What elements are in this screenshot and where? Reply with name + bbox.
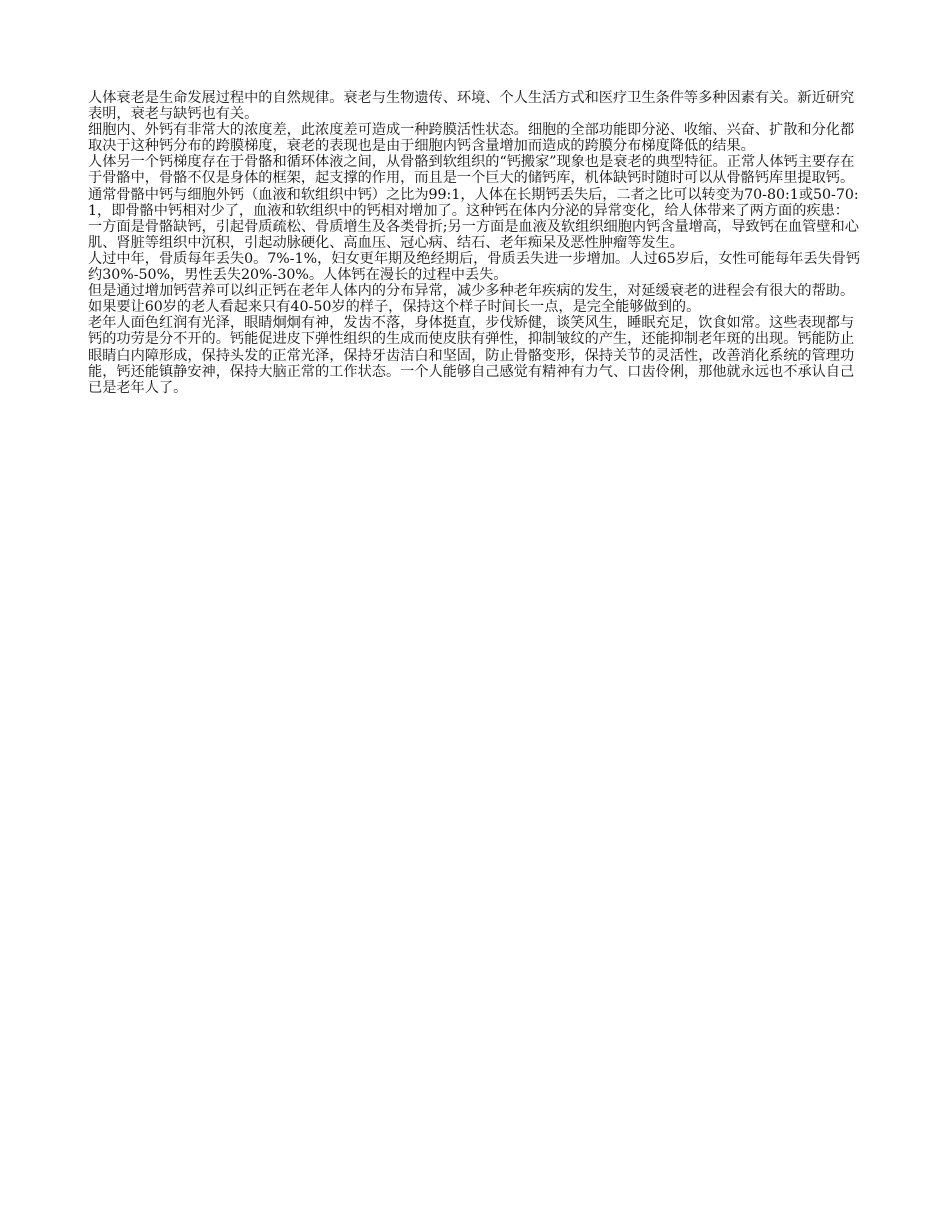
paragraph-calcium-benefits: 老年人面色红润有光泽，眼睛炯炯有神，发齿不落，身体挺直，步伐矫健，谈笑风生，睡眠充足，饮食如常。这些表现都与钙的功劳是分不开的。钙能促进皮下弹性组织的生成而使皮肤有弹性，抑制皱纹的产生，还能抑制老年斑的出现。钙能防止眼睛白内障形成，保持头发的正常光泽，保持牙齿洁白和坚固，防止骨骼变形，保持关节的灵活性，改善消化系统的管理功能，钙还能镇静安神，保持大脑正常的工作状态。一个人能够自己感觉有精神有力气、口齿伶俐，那他就永远也不承认自己已是老年人了。 bbox=[88, 315, 855, 396]
paragraph-aging-intro: 人体衰老是生命发展过程中的自然规律。衰老与生物遗传、环境、个人生活方式和医疗卫生条件等多种因素有关。新近研究表明，衰老与缺钙也有关。 bbox=[88, 90, 855, 123]
paragraph-cell-calcium-gradient: 细胞内、外钙有非常大的浓度差，此浓度差可造成一种跨膜活性状态。细胞的全部功能即分泌、收缩、兴奋、扩散和分化都取决于这种钙分布的跨膜梯度，衰老的表现也是由于细胞内钙含量增加而造成的跨膜分布梯度降低的结果。 bbox=[88, 122, 855, 155]
paragraph-bone-loss-rates: 人过中年，骨质每年丢失0。7%-1%，妇女更年期及绝经期后，骨质丢失进一步增加。人过65岁后，女性可能每年丢失骨钙约30%-50%，男性丢失20%-30%。人体钙在漫长的过程中丢失。 bbox=[88, 250, 861, 284]
document-body bbox=[88, 90, 862, 396]
paragraph-bone-calcium-migration: 人体另一个钙梯度存在于骨骼和循环体液之间，从骨骼到软组织的“钙搬家”现象也是衰老的典型特征。正常人体钙主要存在于骨骼中，骨骼不仅是身体的框架，起支撑的作用，而且是一个巨大的储钙库，机体缺钙时随时可以从骨骼钙库里提取钙。通常骨骼中钙与细胞外钙（血液和软组织中钙）之比为99:1，人体在长期钙丢失后，二者之比可以转变为70-80:1或50-70:1，即骨骼中钙相对少了，血液和软组织中的钙相对增加了。这种钙在体内分泌的异常变化，给人体带来了两方面的疾患：一方面是骨骼缺钙，引起骨质疏松、骨质增生及各类骨折;另一方面是血液及软组织细胞内钙含量增高，导致钙在血管壁和心肌、肾脏等组织中沉积，引起动脉硬化、高血压、冠心病、结石、老年痴呆及恶性肿瘤等发生。 bbox=[88, 154, 859, 251]
paragraph-calcium-nutrition: 但是通过增加钙营养可以纠正钙在老年人体内的分布异常，减少多种老年疾病的发生，对延缓衰老的进程会有很大的帮助。如果要让60岁的老人看起来只有40-50岁的样子，保持这个样子时间长一点，是完全能够做到的。 bbox=[88, 283, 855, 316]
